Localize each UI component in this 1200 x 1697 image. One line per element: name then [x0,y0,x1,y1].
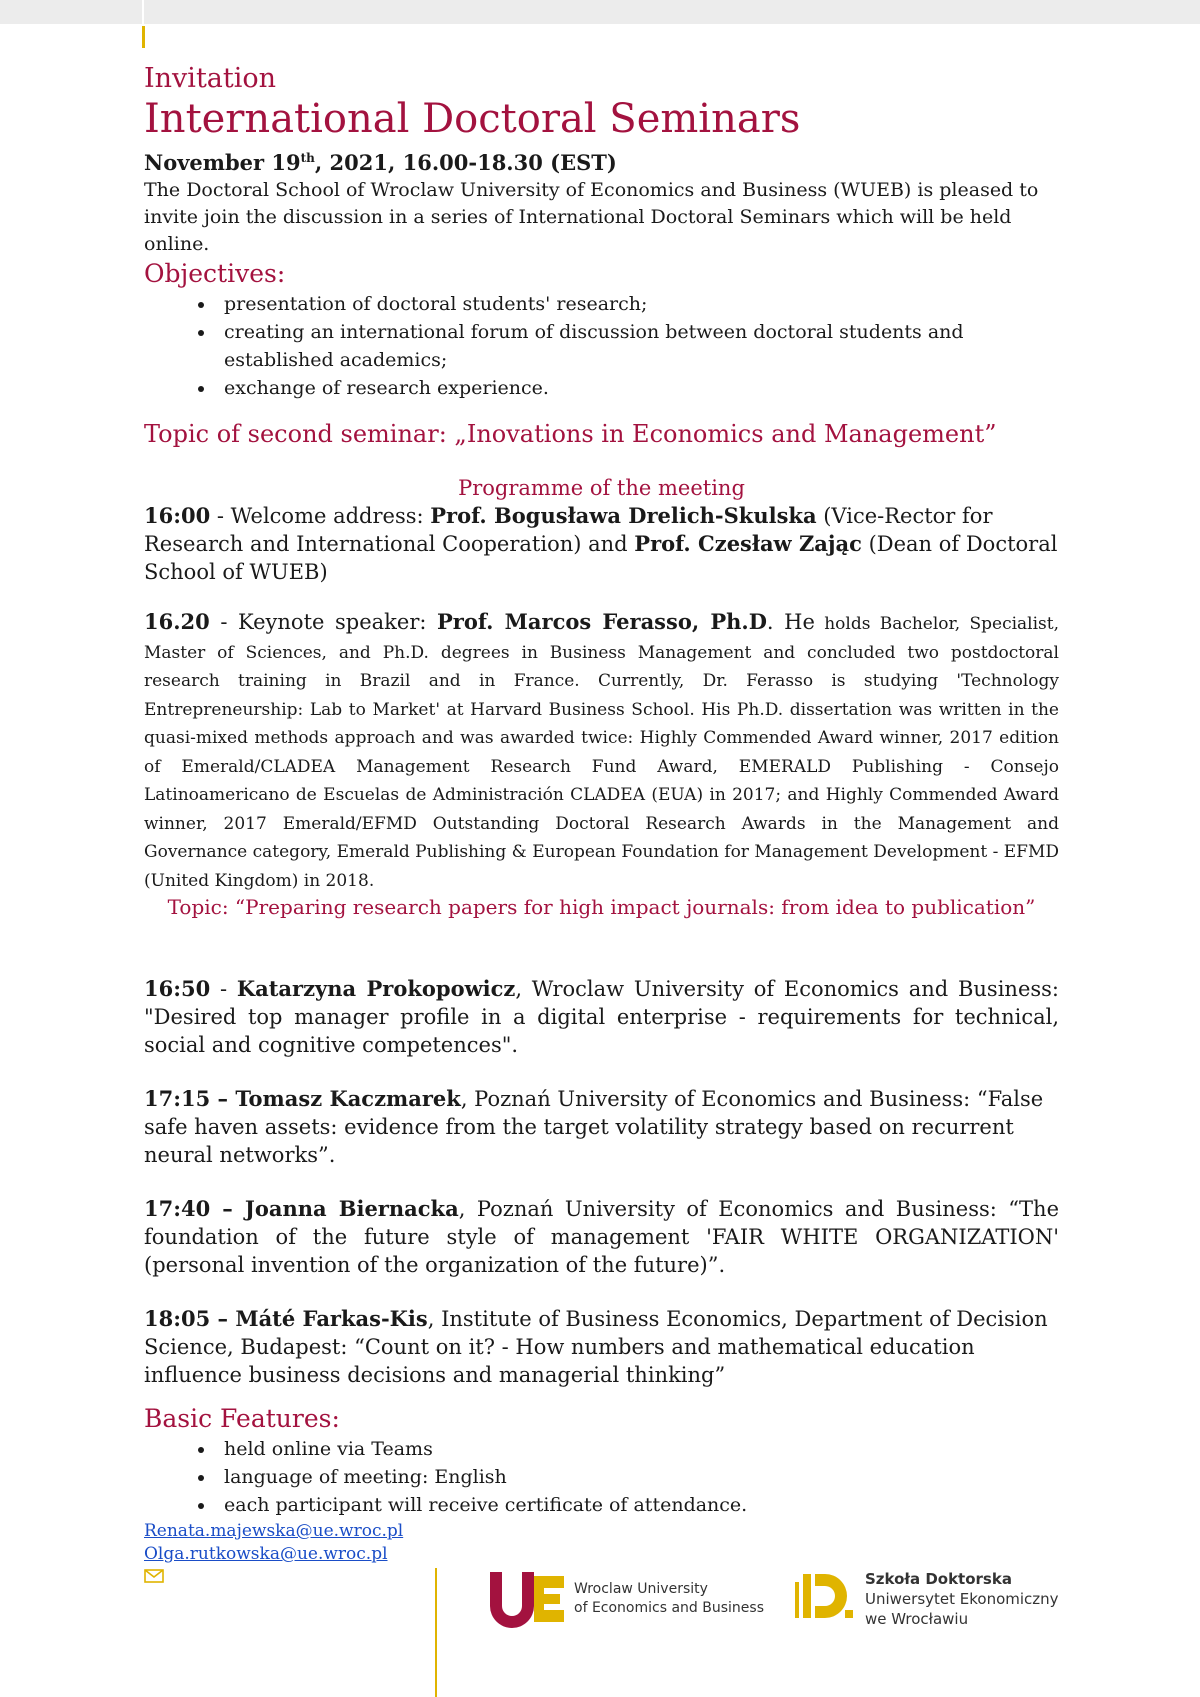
programme-text: (Dean of Doctoral School of WUEB) [144,532,1058,584]
doctoral-school-logo [795,1568,859,1628]
email-link-olga[interactable]: Olga.rutkowska@ue.wroc.pl [144,1544,388,1564]
speaker-name: Prof. Czesław Zając [634,531,862,556]
ue-logo-line: of Economics and Business [574,1600,764,1616]
programme-item-talk [144,975,1059,1059]
keynote-topic: Topic: “Preparing research papers for high impact journals: from idea to publication” [167,895,1036,919]
date-time: , 2021, 16.00-18.30 (EST) [314,150,617,175]
list-item: • language of meeting: English [216,1463,1059,1491]
document-body [144,62,1059,1519]
speaker-name: Katarzyna Prokopowicz [236,976,516,1001]
doctoral-school-line: Szkoła Doktorska [865,1570,1012,1588]
doctoral-school-logo-text [865,1569,1059,1629]
contact-block [144,1520,403,1583]
programme-time: 17:15 [144,1086,211,1111]
programme-text: – [210,1306,236,1331]
programme-time: 18:05 [144,1306,211,1331]
list-item: • held online via Teams [216,1435,1059,1463]
speaker-name: Prof. Bogusława Drelich-Skulska [430,503,817,528]
programme-text: . He [766,610,815,634]
doctoral-school-line: we Wrocławiu [865,1610,969,1628]
keynote-bio: holds Bachelor, Specialist, Master of Sciences, and Ph.D. degrees in Business Management and concluded two postdoctoral research training in Brazil and in France. Currently, Dr. Ferasso is studying 'Technology Entrepreneurship: Lab to Market' at Harvard Business School. His Ph.D. dissertation was written in the quasi-mixed methods approach and was awarded twice: Highly Commended Award winner, 2017 edition of Emerald/CLADEA Management Research Fund Award, EMERALD Publishing - Consejo Latinoamericano de Escuelas de Administración CLADEA (EUA) in 2017; and Highly Commended Award winner, 2017 Emerald/EFMD Outstanding Doctoral Research Awards in the Management and Governance category, Emerald Publishing & European Foundation for Management Development - EFMD (United Kingdom) in 2018. [144,614,1060,891]
speaker-name: Prof. Marcos Ferasso, Ph.D [437,609,767,634]
speaker-name: Joanna Biernacka [244,1196,459,1221]
invitation-label: Invitation [144,63,277,94]
event-date [144,144,1059,177]
ue-logo [488,1568,568,1632]
list-item: • exchange of research experience. [216,374,1059,402]
programme-text: - Keynote speaker: [209,610,437,634]
top-bar [0,0,1200,24]
programme-text: , Institute of Business Economics, Department of Decision Science, Budapest: “Count on it? - How numbers and mathematical education influence business decisions and managerial thinking” [144,1307,1048,1387]
list-item: • creating an international forum of discussion between doctoral students and established academics; [216,318,1059,374]
programme-text: - Welcome address: [210,504,431,528]
list-item: • each participant will receive certificate of attendance. [216,1491,1059,1519]
top-accent-line [142,26,145,48]
email-link-renata[interactable]: Renata.majewska@ue.wroc.pl [144,1521,404,1541]
programme-time: 16.20 [144,609,210,634]
programme-item-talk [144,1195,1059,1279]
envelope-icon [144,1569,164,1583]
seminar-topic-heading: Topic of second seminar: „Inovations in Economics and Management” [144,420,997,448]
programme-text: – [210,1196,245,1221]
programme-item-talk [144,1085,1059,1169]
speaker-name: Tomasz Kaczmarek [235,1086,461,1111]
speaker-name: Máté Farkas-Kis [235,1306,428,1331]
programme-text: – [210,1086,236,1111]
footer-divider [435,1568,437,1697]
programme-text: , Poznań University of Economics and Business: “False safe haven assets: evidence from the target volatility strategy based on recurrent neural networks”. [144,1087,1044,1167]
programme-text: , Wroclaw University of Economics and Business: "Desired top manager profile in a digital enterprise - requirements for technical, social and cognitive competences". [144,977,1060,1057]
programme-text: , Poznań University of Economics and Business: “The foundation of the future style of management 'FAIR WHITE ORGANIZATION' (personal invention of the organization of the future)”. [144,1197,1059,1277]
programme-time: 17:40 [144,1196,211,1221]
programme-item-welcome [144,502,1059,586]
programme-time: 16:00 [144,503,211,528]
programme-time: 16:50 [144,976,211,1001]
objectives-heading: Objectives: [144,259,286,288]
objectives-list [144,290,1059,402]
intro-paragraph: The Doctoral School of Wroclaw University of Economics and Business (WUEB) is pleased to invite join the discussion in a series of International Doctoral Seminars which will be held online. [144,179,1039,255]
list-item: • presentation of doctoral students' research; [216,290,1059,318]
features-heading: Basic Features: [144,1404,340,1433]
programme-item-talk [144,1305,1059,1389]
programme-heading: Programme of the meeting [458,476,745,500]
date-main: November 19 [144,150,301,175]
programme-text: - [210,977,237,1001]
date-suffix: th [300,151,315,165]
programme-item-keynote [144,608,1059,893]
top-bar-divider [142,0,144,24]
features-list [144,1435,1059,1519]
doctoral-school-line: Uniwersytet Ekonomiczny [865,1590,1059,1608]
page-title: International Doctoral Seminars [144,96,801,142]
ue-logo-text [574,1580,764,1618]
programme-text: (Vice-Rector for Research and International Cooperation) and [144,504,993,556]
ue-logo-line: Wroclaw University [574,1581,708,1597]
